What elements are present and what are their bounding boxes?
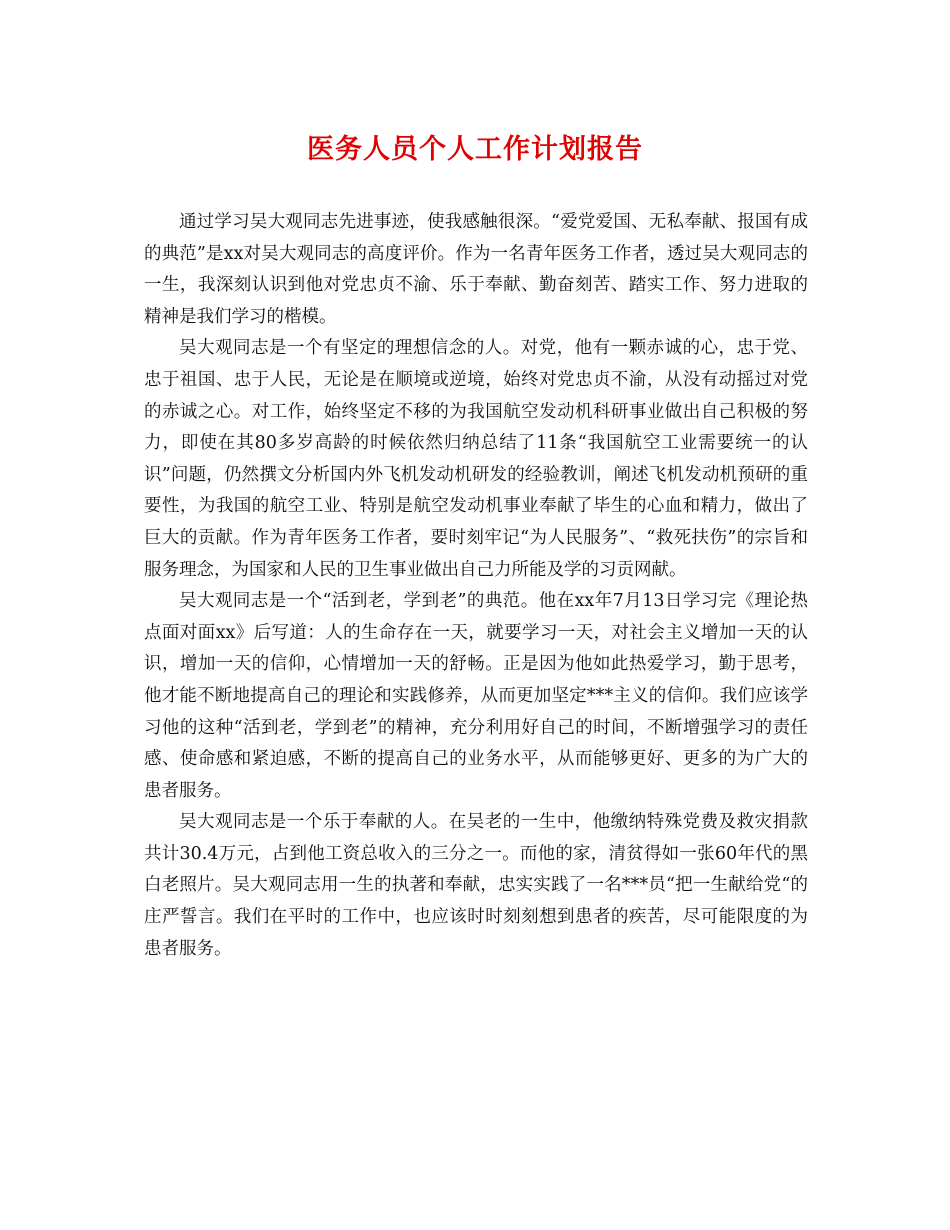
paragraph-3: 吴大观同志是一个“活到老，学到老”的典范。他在xx年7月13日学习完《理论热点面对面xx》后写道：人的生命存在一天，就要学习一天，对社会主义增加一天的认识，增加一天的信仰，心情增加一天的舒畅。正是因为他如此热爱学习，勤于思考，他才能不断地提高自己的理论和实践修养，从而更加坚定***主义的信仰。我们应该学习他的这种“活到老，学到老”的精神，充分利用好自己的时间，不断增强学习的责任感、使命感和紧迫感，不断的提高自己的业务水平，从而能够更好、更多的为广大的患者服务。 (144, 591, 808, 801)
paragraph-2: 吴大观同志是一个有坚定的理想信念的人。对党，他有一颗赤诚的心，忠于党、忠于祖国、忠于人民，无论是在顺境或逆境，始终对党忠贞不渝，从没有动摇过对党的赤诚之心。对工作，始终坚定不移的为我国航空发动机科研事业做出自己积极的努力，即使在其80多岁高龄的时候依然归纳总结了11条“我国航空工业需要统一的认识”问题，仍然撰文分析国内外飞机发动机研发的经验教训，阐述飞机发动机预研的重要性，为我国的航空工业、特别是航空发动机事业奉献了毕生的心血和精力，做出了巨大的贡献。作为青年医务工作者，要时刻牢记“为人民服务”、“救死扶伤”的宗旨和服务理念，为国家和人民的卫生事业做出自己力所能及学的习贡网献。 (144, 338, 808, 580)
document-body (144, 207, 808, 965)
paragraph-4: 吴大观同志是一个乐于奉献的人。在吴老的一生中，他缴纳特殊党费及救灾捐款共计30.4万元，占到他工资总收入的三分之一。而他的家，清贫得如一张60年代的黑白老照片。吴大观同志用一生的执著和奉献，忠实实践了一名***员“把一生献给党“的庄严誓言。我们在平时的工作中，也应该时时刻刻想到患者的疾苦，尽可能限度的为患者服务。 (144, 812, 808, 959)
paragraph-1: 通过学习吴大观同志先进事迹，使我感触很深。“爱党爱国、无私奉献、报国有成的典范”是xx对吴大观同志的高度评价。作为一名青年医务工作者，透过吴大观同志的一生，我深刻认识到他对党忠贞不渝、乐于奉献、勤奋刻苦、踏实工作、努力进取的精神是我们学习的楷模。 (144, 212, 808, 327)
document-title: 医务人员个人工作计划报告 (307, 134, 643, 165)
